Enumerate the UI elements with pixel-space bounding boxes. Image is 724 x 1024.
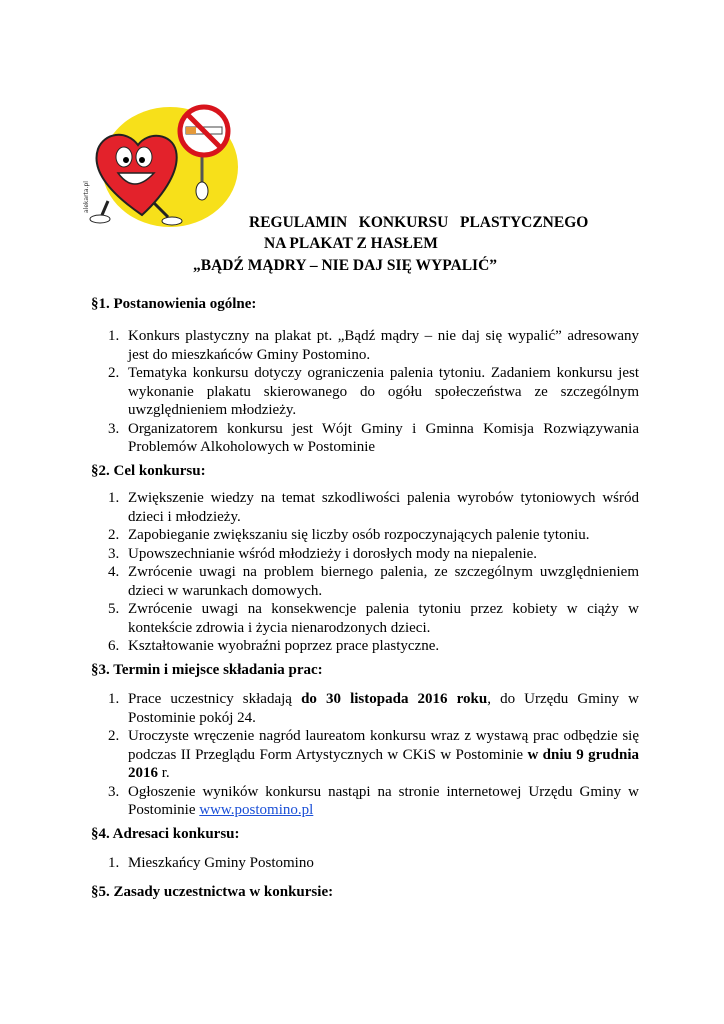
list-item: 2. Uroczyste wręczenie nagród laureatom konkursu wraz z wystawą prac odbędzie się podczas II Przeglądu Form Artystycznych w CKiS w Postominie w dniu 9 grudnia 2016 r.	[108, 728, 639, 781]
website-link[interactable]: www.postomino.pl	[199, 802, 314, 818]
list-item: 3. Organizatorem konkursu jest Wójt Gminy i Gminna Komisja Rozwiązywania Problemów Alkoholowych w Postominie	[108, 420, 639, 455]
section-3-list	[91, 690, 639, 820]
section-2-heading: §2. Cel konkursu:	[91, 463, 206, 479]
list-item: 4. Zwrócenie uwagi na problem biernego palenia, ze szczególnym uwzględnieniem dzieci w warunkach domowych.	[108, 564, 639, 599]
title-line-1: REGULAMIN KONKURSU PLASTYCZNEGO	[249, 214, 589, 231]
section-1-heading: §1. Postanowienia ogólne:	[91, 296, 257, 312]
section-2-list	[91, 489, 639, 656]
list-item: 2. Tematyka konkursu dotyczy ograniczenia palenia tytoniu. Zadaniem konkursu jest wykonanie plakatu skierowanego do ogółu społeczeństwa ze szczególnym uwzględnieniem młodzieży.	[108, 365, 639, 418]
title-line-2: NA PLAKAT Z HASŁEM	[264, 235, 438, 252]
list-item: 3. Ogłoszenie wyników konkursu nastąpi na stronie internetowej Urzędu Gminy w Postominie www.postomino.pl	[108, 783, 639, 818]
list-item: 5. Zwrócenie uwagi na konsekwencje palenia tytoniu przez kobiety w ciąży w kontekście zdrowia i życia nienarodzonych dzieci.	[108, 601, 639, 636]
ceremony-date: w dniu 9 grudnia 2016	[128, 746, 639, 781]
title-line-3: „BĄDŹ MĄDRY – NIE DAJ SIĘ WYPALIĆ”	[193, 257, 498, 274]
section-1-list	[91, 327, 639, 457]
svg-text:alekarta.pl: alekarta.pl	[83, 181, 90, 213]
list-item: 3. Upowszechnianie wśród młodzieży i dorosłych mody na niepalenie.	[108, 545, 538, 562]
deadline-date: do 30 listopada 2016 roku	[301, 691, 488, 707]
section-4-heading: §4. Adresaci konkursu:	[91, 826, 240, 842]
list-item: 1. Prace uczestnicy składają do 30 listopada 2016 roku, do Urzędu Gminy w Postominie pokój 24.	[108, 691, 639, 726]
no-smoking-heart-logo	[84, 103, 240, 229]
list-item: 1. Zwiększenie wiedzy na temat szkodliwości palenia wyrobów tytoniowych wśród dzieci i młodzieży.	[108, 490, 639, 525]
list-item: 1. Konkurs plastyczny na plakat pt. „Bądź mądry – nie daj się wypalić” adresowany jest do mieszkańców Gminy Postomino.	[108, 328, 639, 363]
section-5-heading: §5. Zasady uczestnictwa w konkursie:	[91, 884, 334, 900]
section-3-heading: §3. Termin i miejsce składania prac:	[91, 662, 323, 678]
list-item: 6. Kształtowanie wyobraźni poprzez prace plastyczne.	[108, 638, 440, 654]
list-item: 1. Mieszkańcy Gminy Postomino	[108, 855, 314, 871]
section-4-list	[91, 854, 639, 873]
list-item: 2. Zapobieganie zwiększaniu się liczby osób rozpoczynających palenie tytoniu.	[108, 527, 590, 543]
